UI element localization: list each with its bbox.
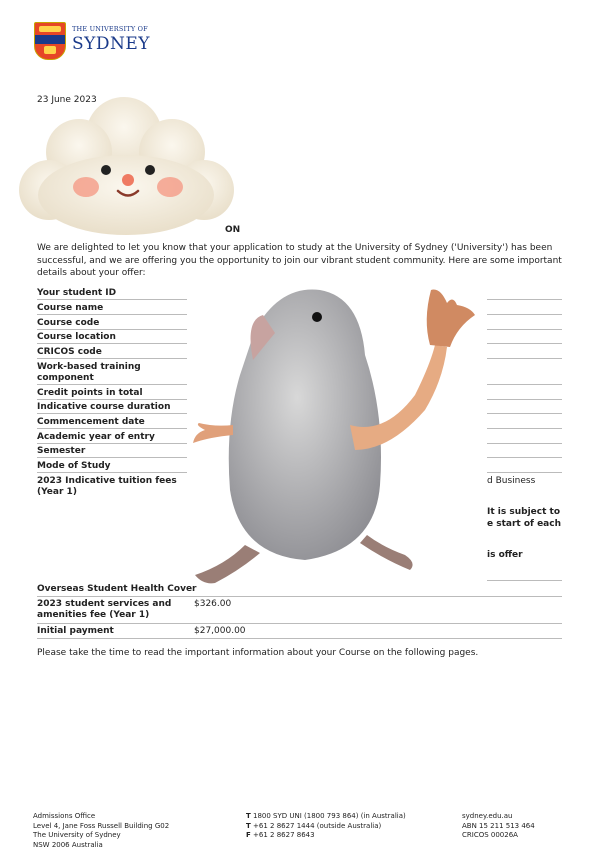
fee-note-snippet: e start of each (487, 519, 561, 529)
table-row-label: Academic year of entry (37, 432, 187, 444)
footer-line: CRICOS 00026A (462, 831, 518, 839)
logo-small-text: THE UNIVERSITY OF (72, 25, 148, 33)
footer-line: T +61 2 8627 1444 (outside Australia) (246, 821, 382, 830)
row-label: Overseas Student Health Cover (37, 584, 197, 594)
row-divider (487, 413, 562, 414)
crest-icon (34, 22, 66, 60)
footer-line: sydney.edu.au (462, 812, 513, 820)
letter-heading: ON (225, 225, 241, 235)
letter-date: 23 June 2023 (37, 95, 97, 105)
row-value: $326.00 (194, 599, 232, 609)
footer-line: The University of Sydney (33, 831, 121, 839)
row-label: Initial payment (37, 626, 114, 636)
footer-line: T 1800 SYD UNI (1800 793 864) (in Australia) (246, 812, 406, 820)
row-divider (487, 329, 562, 330)
row-value: $27,000.00 (194, 626, 246, 636)
table-row-label: Course name (37, 303, 187, 315)
table-row-label: Course location (37, 332, 187, 344)
closing-text: Please take the time to read the important information about your Course on the following pages. (37, 648, 479, 658)
table-row-label: Course code (37, 318, 187, 330)
table-row-label: Commencement date (37, 417, 187, 429)
table-row-label: Indicative course duration (37, 402, 187, 414)
row-divider (487, 384, 562, 385)
table-row-label: Work-based training component (37, 362, 187, 385)
course-name-snippet: d Business (487, 476, 536, 486)
table-row (37, 626, 562, 639)
table-row-label: Semester (37, 446, 187, 458)
university-logo (34, 22, 154, 62)
footer-contact (246, 812, 406, 841)
footer-line: F +61 2 8627 8643 (246, 831, 315, 839)
logo-big-text: SYDNEY (72, 34, 151, 54)
table-row-label: 2023 Indicative tuition fees (Year 1) (37, 476, 177, 497)
table-row-label: Your student ID (37, 288, 187, 300)
footer-line: Level 4, Jane Foss Russell Building G02 (33, 821, 170, 830)
footer-line: Admissions Office (33, 812, 96, 820)
cloud-sticker-icon (14, 90, 239, 240)
footer-line: ABN 15 211 513 464 (462, 821, 535, 830)
table-row-label: Mode of Study (37, 461, 187, 473)
row-divider (487, 580, 562, 581)
footer-line: NSW 2006 Australia (33, 840, 103, 849)
bird-sticker-icon (185, 285, 485, 590)
row-divider (487, 343, 562, 344)
row-divider (487, 314, 562, 315)
row-divider (487, 443, 562, 444)
table-row (37, 599, 562, 624)
row-label: 2023 student services and amenities fee (Year 1) (37, 599, 172, 620)
table-row-label: Credit points in total (37, 388, 187, 400)
fee-note-snippet: is offer (487, 550, 523, 560)
footer-address (33, 812, 169, 850)
row-divider (487, 399, 562, 400)
row-divider (487, 457, 562, 458)
row-divider (487, 299, 562, 300)
intro-paragraph: We are delighted to let you know that your application to study at the University of Sydney ('University') has been successful, and we are offering you the opportunity to join our vibrant student community. Here are some important details about your offer: (37, 243, 562, 278)
row-divider (487, 358, 562, 359)
fee-note-snippet: It is subject to (487, 507, 561, 517)
footer-web (462, 812, 535, 841)
row-divider (487, 428, 562, 429)
table-row-label: CRICOS code (37, 347, 187, 359)
row-divider (487, 472, 562, 473)
